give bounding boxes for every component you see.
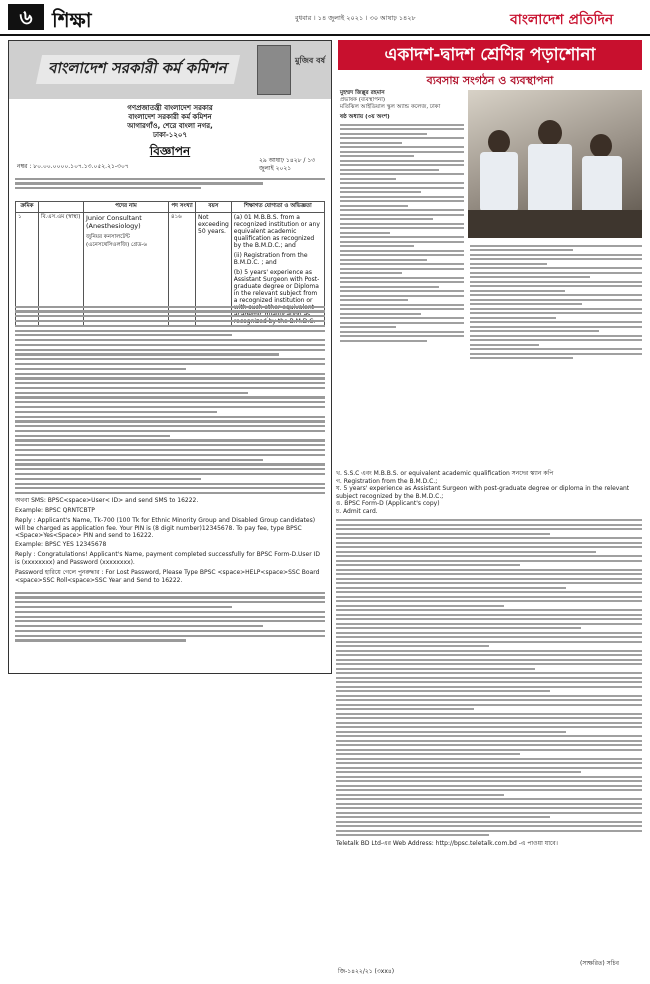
article-text-left: মুহম্মদ জিল্লুর রহমান প্রভাষক (ব্যবস্থাপনা) মতিঝিল আইডিয়াল স্কুল অ্যান্ড কলেজ, ঢাকা ষষ্ঠ অধ্যায় (৩য় অংশ) <box>340 90 464 344</box>
gov-line-2: বাংলাদেশ সরকারী কর্ম কমিশন <box>128 113 212 121</box>
article-subheading: ব্যবসায় সংগঠন ও ব্যবস্থাপনা <box>426 74 554 87</box>
table-row: ১ বি.এস.এম (স্বাস্থ্য) Junior Consultant (Anesthesiology) জুনিয়র কনসালটেন্ট (এনেসথেসিওলজি) গ্রেড-৬ ৪১৬ Not exceeding 50 years. (a) 01 M.B.B.S. from a recognized institution or any equivalent academic qualification as recognized by the B.M.D.C.; and (ii) Registration from the B.M.D.C. ; and (b) 5 years' experience as Assistant Surgeon with Post-graduate degree or Diploma in the relevant subject from a recognized institution or <box>16 213 325 327</box>
ad-body-text <box>15 303 325 497</box>
signature: (সাক্ষরিত) সচিব <box>580 960 619 967</box>
sms-example-2: Example: BPSC YES 12345678 <box>15 541 107 548</box>
bpsc-advertisement <box>8 40 332 674</box>
ad-title: বিজ্ঞাপন <box>149 144 191 158</box>
website-note: Teletalk BD Ltd-এর Web Address: http://bpsc.teletalk.com.bd -এ পাওয়া যাবে। <box>336 840 558 847</box>
city: ঢাকা-১২০৭ <box>152 131 188 139</box>
article-text-right <box>470 242 642 362</box>
reply-1: Reply : Applicant's Name, Tk-700 (100 Tk for Ethnic Minority Group and Disabled Group candidates) will be charged as application fee. Your PIN is (8 digit number)12345678. To pay fee, type BPSC <Space>Yes<Space> PIN and send to 16222. <box>15 517 316 539</box>
students-photo <box>468 90 642 238</box>
section-title: শিক্ষা <box>52 8 92 32</box>
sms-example-1: Example: BPSC QRNTCBTP <box>15 507 95 514</box>
address: আগারগাঁও, শেরে বাংলা নগর, <box>127 122 213 130</box>
gov-line-1: গণপ্রজাতন্ত্রী বাংলাদেশ সরকার <box>127 104 213 112</box>
mujib-borsho-logo: মুজিব বর্ষ <box>295 56 325 65</box>
issue-date: বুধবার । ১৪ জুলাই ২০২১ । ৩০ আষাঢ় ১৪২৮ <box>295 14 416 22</box>
page-number: ৬ <box>8 4 44 30</box>
ad-date: ২৯ আষাঢ় ১৪২৮ / ১৩ জুলাই ২০২১ <box>259 157 316 172</box>
ad-continuation: খ. S.S.C এবং M.B.B.S. or equivalent academic qualification সনদের স্ক্যান কপি গ. Registration from the B.M.D.C.; ঘ. 5 years' experience as Assistant Surgeon with post-graduate degree or diploma in the relevant subject recognized by the B.M.D.C.; ঙ. BPSC Form-D (Applicant's copy) চ. Admit card. Teletalk BD Ltd-এর Web Address: http://bpsc.teletalk.com.bd -এ পাওয়া যাবে। <box>336 470 642 848</box>
reference-number: নম্বর : ৮০.০০.০০০০.১০৭.১৩.০৫২.২১-৩০৭ <box>17 163 129 170</box>
ad-reference-footer: জি-১৪২২/২১ (৩xx৪) <box>338 968 395 975</box>
newspaper-logo: বাংলাদেশ প্রতিদিন <box>510 12 614 28</box>
table-header-row: ক্রমিক পদের নাম পদ সংখ্যা বয়স শিক্ষাগত যোগ্যতা ও অভিজ্ঞতা <box>16 202 325 213</box>
password-note: Password হারিয়ে গেলে পুনরুদ্ধার : For Lost Password, Please Type BPSC <space>HELP<space>SSC Board <space>SSC Roll<space>SSC Year and Send to 16222. <box>15 569 320 584</box>
sms-line: অথবা SMS: BPSC<space>User< ID> and send SMS to 16222. <box>15 497 199 504</box>
reply-2: Reply : Congratulations! Applicant's Name, payment completed successfully for BPSC Form-D.User ID is (xxxxxxxx) and Password (xxxxxxxx). <box>15 551 321 566</box>
portrait-image <box>257 45 291 95</box>
article-heading: একাদশ-দ্বাদশ শ্রেণির পড়াশোনা <box>338 40 642 70</box>
ad-banner-title: বাংলাদেশ সরকারী কর্ম কমিশন <box>36 55 241 84</box>
